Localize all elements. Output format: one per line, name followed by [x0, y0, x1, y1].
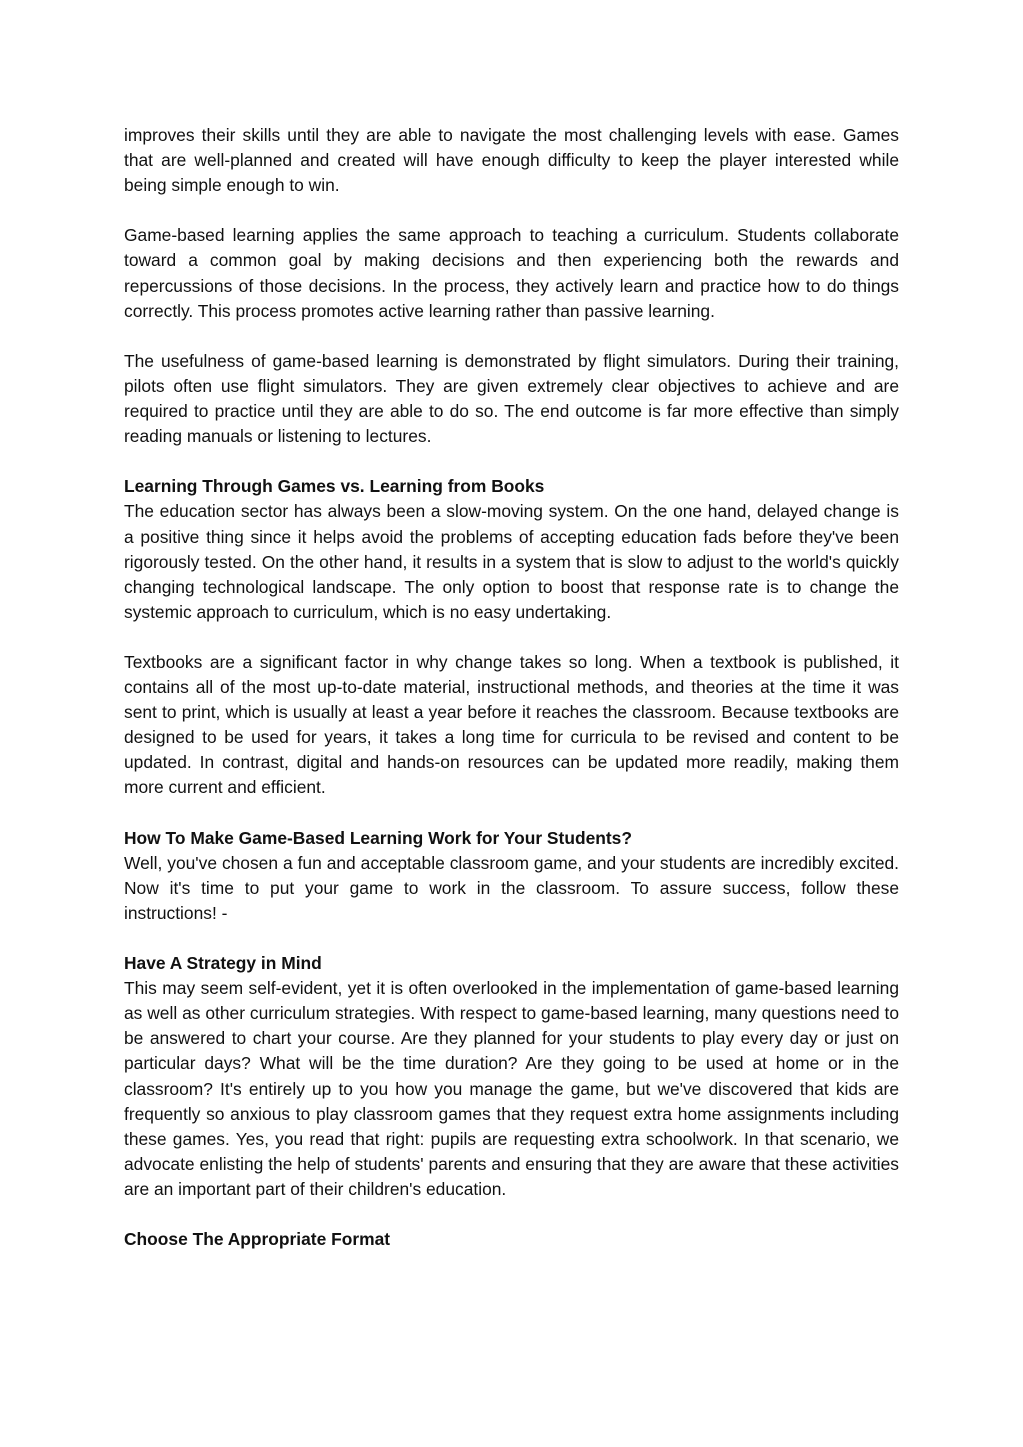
section-make-it-work	[124, 826, 899, 926]
section-body: This may seem self-evident, yet it is often overlooked in the implementation of game-based learning as well as other curriculum strategies. With respect to game-based learning, many questions need to be answered to chart your course. Are they planned for your students to play every day or just on particular days? What will be the time duration? Are they going to be used at home or in the classroom? It's entirely up to you how you manage the game, but we've discovered that kids are frequently so anxious to play classroom games that they request extra home assignments including these games. Yes, you read that right: pupils are requesting extra schoolwork. In that scenario, we advocate enlisting the help of students' parents and ensuring that they are aware that these activities are an important part of their children's education.	[124, 978, 899, 1199]
section-heading: Learning Through Games vs. Learning from Books	[124, 476, 545, 497]
section-textbooks	[124, 650, 899, 801]
paragraph-intro-3: The usefulness of game-based learning is demonstrated by flight simulators. During their training, pilots often use flight simulators. They are given extremely clear objectives to achieve and are required to practice until they are able to do so. The end outcome is far more effective than simply reading manuals or listening to lectures.	[124, 350, 899, 447]
section-strategy	[124, 951, 899, 1202]
document-page	[124, 123, 899, 1252]
trailing-heading: Choose The Appropriate Format	[124, 1229, 391, 1250]
section-heading: How To Make Game-Based Learning Work for Your Students?	[124, 827, 632, 848]
section-body: The education sector has always been a slow-moving system. On the one hand, delayed change is a positive thing since it helps avoid the problems of accepting education fads before they've been rigorously tested. On the other hand, it results in a system that is slow to adjust to the world's quickly changing technological landscape. The only option to boost that response rate is to change the systemic approach to curriculum, which is no easy undertaking.	[124, 501, 899, 622]
section-body: Well, you've chosen a fun and acceptable classroom game, and your students are incredibly excited. Now it's time to put your game to work in the classroom. To assure success, follow these instructions! -	[124, 852, 899, 923]
paragraph-intro-2: Game-based learning applies the same approach to teaching a curriculum. Students collaborate toward a common goal by making decisions and then experiencing both the rewards and repercussions of those decisions. In the process, they actively learn and practice how to do things correctly. This process promotes active learning rather than passive learning.	[124, 225, 899, 321]
section-body: Textbooks are a significant factor in why change takes so long. When a textbook is published, it contains all of the most up-to-date material, instructional methods, and theories at the time it was sent to print, which is usually at least a year before it reaches the classroom. Because textbooks are designed to be used for years, it takes a long time for curricula to be revised and content to be updated. In contrast, digital and hands-on resources can be updated more readily, making them more current and efficient.	[124, 651, 899, 798]
section-games-vs-books	[124, 474, 899, 625]
paragraph-intro-1: improves their skills until they are able to navigate the most challenging levels with ease. Games that are well-planned and created will have enough difficulty to keep the player interested while being simple enough to win.	[124, 125, 899, 196]
section-heading: Have A Strategy in Mind	[124, 953, 322, 974]
